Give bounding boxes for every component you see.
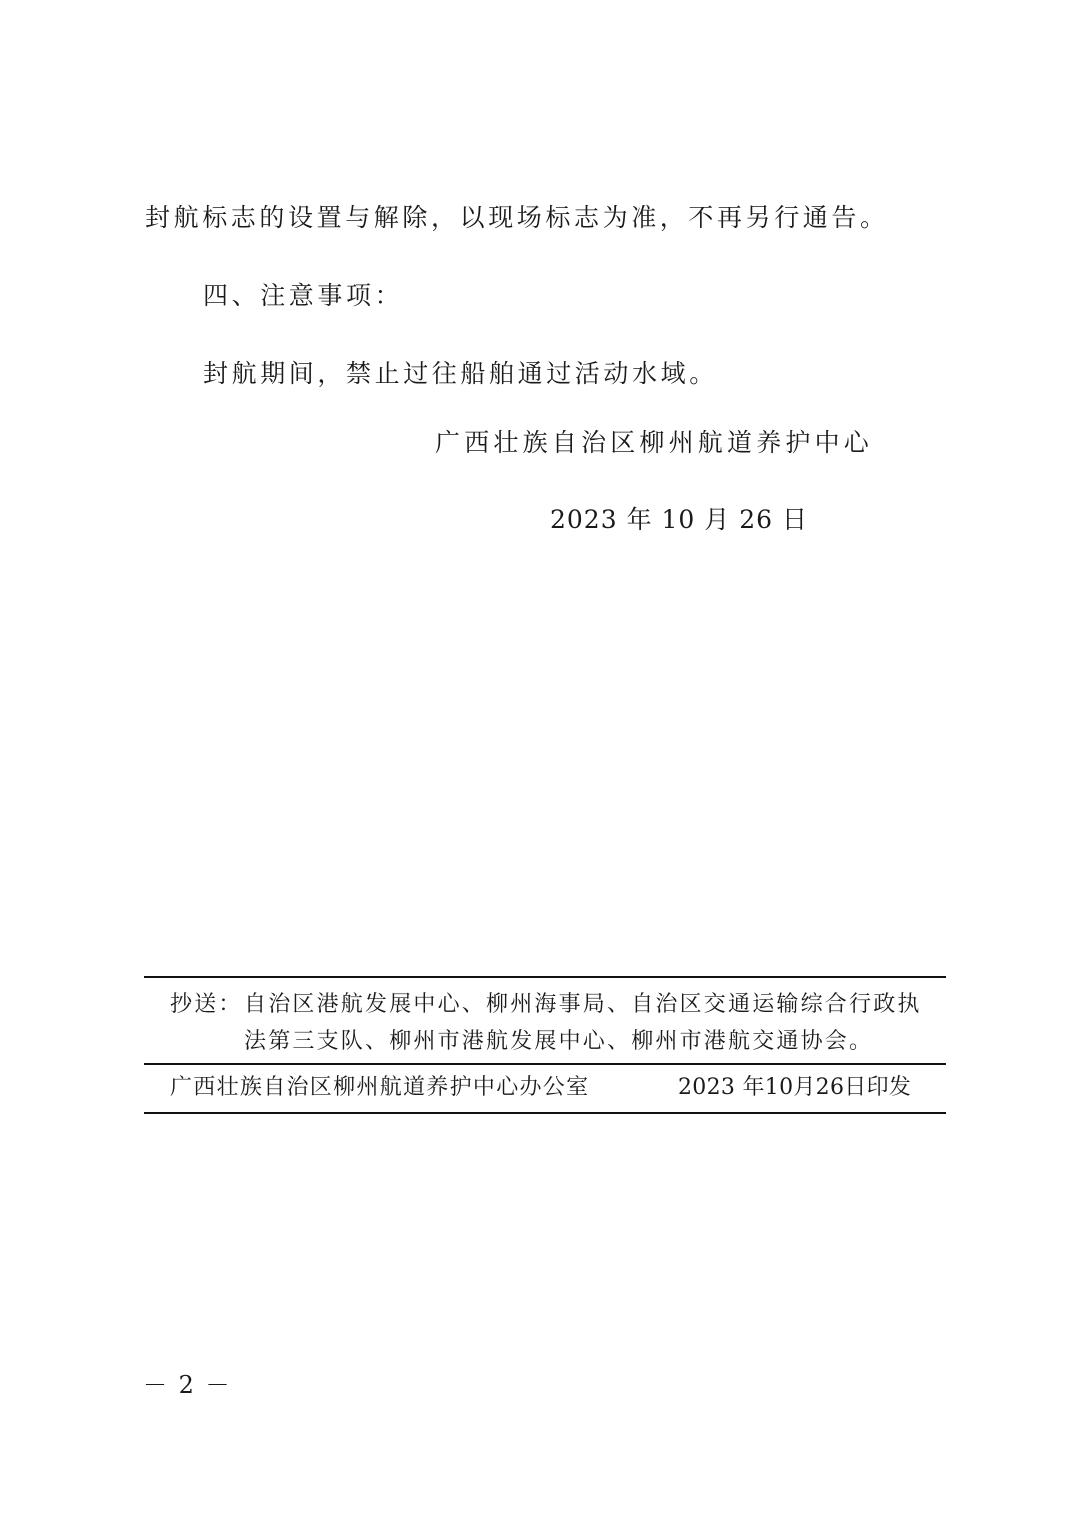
footer-bottom-rule (144, 1112, 946, 1114)
print-date: 2023 年10月26日印发 (678, 1075, 912, 1100)
section-heading: 四、注意事项： (203, 281, 404, 310)
issuer: 广西壮族自治区柳州航道养护中心办公室 (170, 1075, 590, 1100)
body-paragraph-2: 封航期间，禁止过往船舶通过活动水域。 (203, 359, 718, 388)
signature-date: 2023 年 10 月 26 日 (550, 505, 808, 534)
page-number: － 2 － (143, 1371, 232, 1399)
signature-organization: 广西壮族自治区柳州航道养护中心 (435, 428, 874, 457)
cc-label: 抄送： (170, 992, 243, 1017)
body-paragraph-1: 封航标志的设置与解除，以现场标志为准，不再另行通告。 (145, 203, 889, 232)
footer-middle-rule (144, 1063, 946, 1065)
cc-line-2: 法第三支队、柳州市港航发展中心、柳州市港航交通协会。 (244, 1029, 874, 1054)
cc-line-1: 自治区港航发展中心、柳州海事局、自治区交通运输综合行政执 (244, 992, 922, 1017)
footer-top-rule (144, 976, 946, 978)
